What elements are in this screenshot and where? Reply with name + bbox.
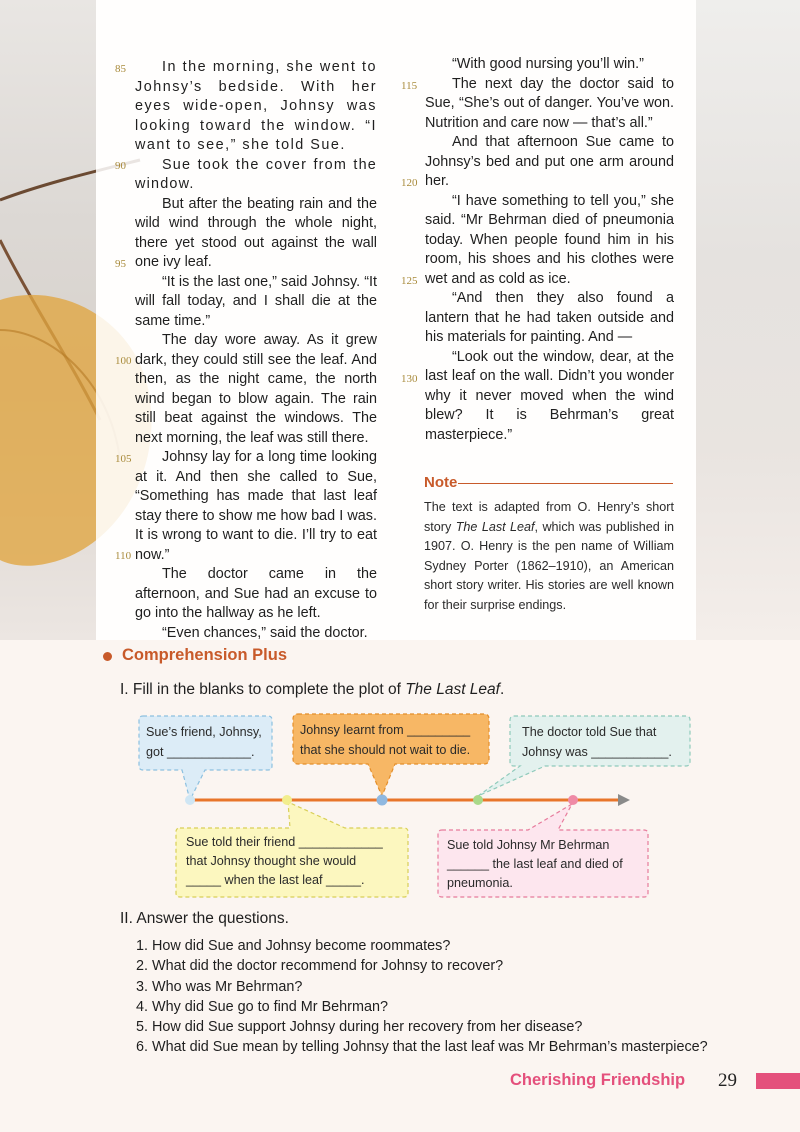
instruction-book-title: The Last Leaf: [405, 681, 500, 698]
question-item: 2. What did the doctor recommend for Johnsy to recover?: [136, 958, 504, 975]
box-line: Sue told Johnsy Mr Behrman: [447, 838, 610, 852]
plot-box-5-text: [447, 836, 623, 893]
story-column-left: [135, 58, 377, 643]
plot-box-3-text: [522, 722, 672, 762]
plot-box-2-text: [300, 720, 470, 760]
section-title: Comprehension Plus: [122, 646, 288, 664]
question-item: 4. Why did Sue go to find Mr Behrman?: [136, 998, 388, 1015]
paragraph: Sue took the cover from the window.: [135, 156, 377, 192]
story-column-right: [425, 55, 674, 445]
box-line: Sue’s friend, Johnsy,: [146, 725, 262, 739]
bullet-icon: [103, 652, 112, 661]
line-number: 115: [401, 80, 418, 92]
paragraph: And that afternoon Sue came to Johnsy’s bed and put one arm around her.: [425, 134, 674, 189]
box-line: got ____________.: [146, 745, 255, 759]
note-text: [424, 498, 674, 615]
chapter-title: Cherishing Friendship: [510, 1071, 686, 1089]
paragraph: But after the beating rain and the wild wind through the whole night, there yet stood out against the wall one ivy leaf.: [135, 195, 377, 270]
box-line: that Johnsy thought she would: [186, 854, 357, 868]
question-item: 1. How did Sue and Johnsy become roommates?: [136, 938, 451, 954]
box-line: pneumonia.: [447, 876, 513, 890]
line-number: 95: [115, 258, 126, 270]
box-line: ______ the last leaf and died of: [447, 857, 623, 871]
box-line: Johnsy learnt from _________: [300, 723, 471, 737]
note-divider: [458, 483, 673, 484]
question-item: 5. How did Sue support Johnsy during her recovery from her disease?: [136, 1019, 583, 1036]
box-line: Sue told their friend ____________: [186, 835, 383, 849]
paragraph: “I have something to tell you,” she said. “Mr Behrman died of pneumonia today. When people found him in his room, his shoes and his clothes were wet and as cold as ice.: [425, 192, 674, 287]
question-list: [136, 936, 708, 1058]
note-title: Note: [424, 474, 458, 491]
note-book-title: The Last Leaf: [455, 519, 535, 534]
paragraph: “It is the last one,” said Johnsy. “It will fall today, and I shall die at the same time.”: [135, 273, 377, 329]
question-item: 6. What did Sue mean by telling Johnsy that the last leaf was Mr Behrman’s masterpiece?: [136, 1039, 708, 1056]
timeline-arrow-icon: [618, 794, 630, 806]
question-item: 3. Who was Mr Behrman?: [136, 978, 303, 995]
box-line: Johnsy was ___________.: [522, 745, 672, 759]
line-number: 100: [115, 355, 132, 367]
paragraph: “Look out the window, dear, at the last leaf on the wall. Didn’t you wonder why it never moved when the wind blew? It is Behrman’s great masterpiece.”: [425, 348, 674, 443]
instruction-text: I. Fill in the blanks to complete the plot of: [120, 681, 406, 698]
paragraph: In the morning, she went to Johnsy’s bedside. With her eyes wide-open, Johnsy was looking toward the window. “I want to see,” she told Sue.: [135, 59, 377, 153]
page-number: 29: [718, 1070, 737, 1091]
line-number: 90: [115, 160, 126, 172]
timeline-dot: [377, 795, 388, 806]
line-number: 105: [115, 453, 132, 465]
plot-box-4-text: [186, 833, 383, 890]
line-number: 110: [115, 550, 132, 562]
box-line: The doctor told Sue that: [522, 725, 657, 739]
line-number: 130: [401, 373, 418, 385]
line-number: 125: [401, 275, 418, 287]
timeline-dot: [568, 795, 578, 805]
paragraph: The doctor came in the afternoon, and Sue had an excuse to go into the hallway as he left.: [135, 566, 377, 621]
paragraph: The day wore away. As it grew dark, they could still see the leaf. And then, as the night came, the north wind began to blow again. The rain still beat against the windows. The next morning, the leaf was still there.: [135, 332, 377, 446]
plot-box-1-text: [146, 722, 262, 762]
box-line: that she should not wait to die.: [300, 743, 471, 757]
timeline-dot: [473, 795, 483, 805]
note-text-part: The text is adapted from O. Henry’s short story: [424, 500, 674, 534]
instruction-text: .: [499, 681, 505, 698]
paragraph: “And then they also found a lantern that he had taken outside and his materials for painting. And —: [425, 290, 674, 345]
exercise-2-instruction: II. Answer the questions.: [120, 910, 289, 927]
line-number: 85: [115, 63, 126, 75]
page-tab: [756, 1073, 800, 1089]
line-number: 120: [401, 177, 418, 189]
paragraph: “Even chances,” said the doctor.: [162, 624, 368, 641]
box-line: _____ when the last leaf _____.: [186, 873, 365, 887]
timeline-dot: [282, 795, 292, 805]
paragraph: Johnsy lay for a long time looking at it. And then she called to Sue, “Something has made that last leaf stay there to show me how bad I was. It is wrong to want to die. I’ll try to eat now.”: [135, 449, 377, 563]
paragraph: The next day the doctor said to Sue, “She’s out of danger. You’ve won. Nutrition and care now — that’s all.”: [425, 75, 674, 131]
paragraph: “With good nursing you’ll win.”: [452, 56, 644, 72]
timeline-dot: [185, 795, 195, 805]
note-text-part: , which was published in 1907. O. Henry is the pen name of William Sydney Porter (1862–1910), an American short story writer. His stories are well known for their surprise endings.: [424, 519, 674, 612]
exercise-1-instruction: [120, 681, 504, 699]
